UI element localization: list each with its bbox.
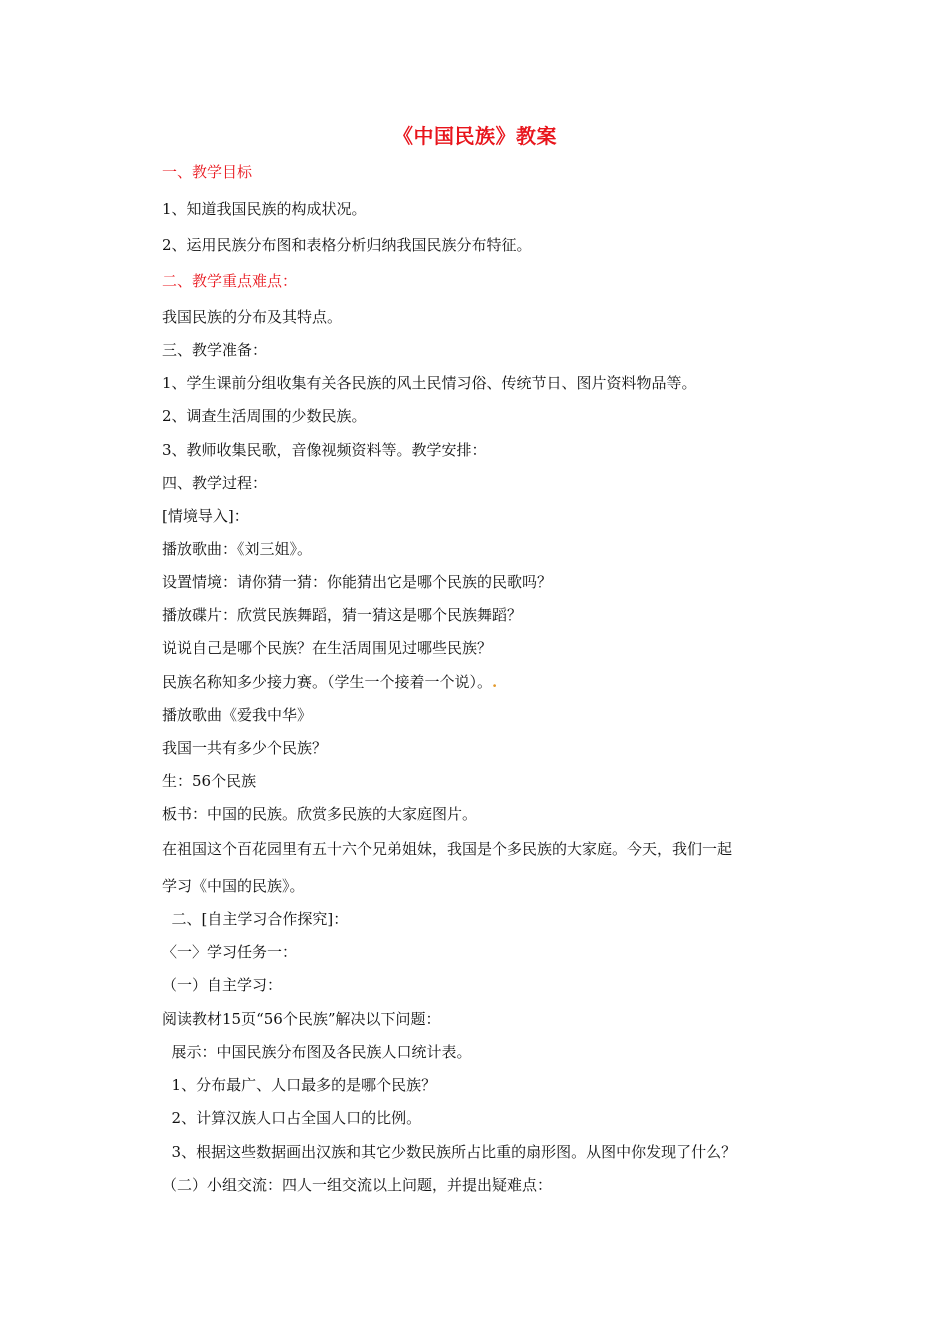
paragraph-line: 播放碟片：欣赏民族舞蹈，猜一猜这是哪个民族舞蹈？: [162, 606, 523, 624]
paragraph-line: （一）自主学习：: [162, 976, 283, 994]
paragraph-line: 在祖国这个百花园里有五十六个兄弟姐妹，我国是个多民族的大家庭。今天，我们一起: [162, 840, 733, 858]
paragraph-line: 说说自己是哪个民族？在生活周围见过哪些民族？: [162, 639, 493, 657]
paragraph-line: 1、学生课前分组收集有关各民族的风土民情习俗、传统节日、图片资料物品等。: [162, 374, 697, 392]
paragraph-line: 生：56个民族: [162, 772, 257, 790]
section-heading-self-study: 二、[自主学习合作探究]：: [162, 910, 349, 928]
paragraph-line: 1、知道我国民族的构成状况。: [162, 200, 367, 218]
orange-dot-mark: .: [492, 673, 498, 691]
paragraph-line: 播放歌曲：《刘三姐》。: [162, 540, 313, 558]
section-heading-preparation: 三、教学准备：: [162, 341, 268, 359]
paragraph-line: 2、调查生活周围的少数民族。: [162, 407, 367, 425]
paragraph-line: 展示：中国民族分布图及各民族人口统计表。: [162, 1043, 472, 1061]
paragraph-line: 播放歌曲《爱我中华》: [162, 706, 313, 724]
paragraph-line: 板书：中国的民族。欣赏多民族的大家庭图片。: [162, 805, 478, 823]
paragraph-line-with-mark: [162, 672, 497, 692]
paragraph-line-text: 民族名称知多少接力赛。（学生一个接着一个说）。: [162, 673, 493, 691]
paragraph-line: 我国一共有多少个民族？: [162, 739, 328, 757]
question-item: 3、根据这些数据画出汉族和其它少数民族所占比重的扇形图。从图中你发现了什么？: [162, 1143, 737, 1161]
document-title: 《中国民族》教案: [393, 124, 557, 148]
section-heading-key-points: 二、教学重点难点：: [162, 272, 298, 290]
paragraph-line: [情境导入]：: [162, 507, 249, 525]
paragraph-line: 阅读教材15页“56个民族”解决以下问题：: [162, 1010, 441, 1028]
paragraph-line: 2、运用民族分布图和表格分析归纳我国民族分布特征。: [162, 236, 532, 254]
question-item: 2、计算汉族人口占全国人口的比例。: [162, 1109, 422, 1127]
paragraph-line: 3、教师收集民歌，音像视频资料等。教学安排：: [162, 441, 487, 459]
section-heading-process: 四、教学过程：: [162, 474, 268, 492]
section-heading-objectives: 一、教学目标: [162, 163, 253, 181]
question-item: 1、分布最广、人口最多的是哪个民族？: [162, 1076, 437, 1094]
paragraph-line: 〈一〉学习任务一：: [162, 943, 298, 961]
paragraph-line: （二）小组交流：四人一组交流以上问题，并提出疑难点：: [162, 1176, 553, 1194]
paragraph-line: 学习《中国的民族》。: [162, 877, 305, 895]
paragraph-line: 设置情境：请你猜一猜：你能猜出它是哪个民族的民歌吗？: [162, 573, 553, 591]
paragraph-line: 我国民族的分布及其特点。: [162, 308, 343, 326]
